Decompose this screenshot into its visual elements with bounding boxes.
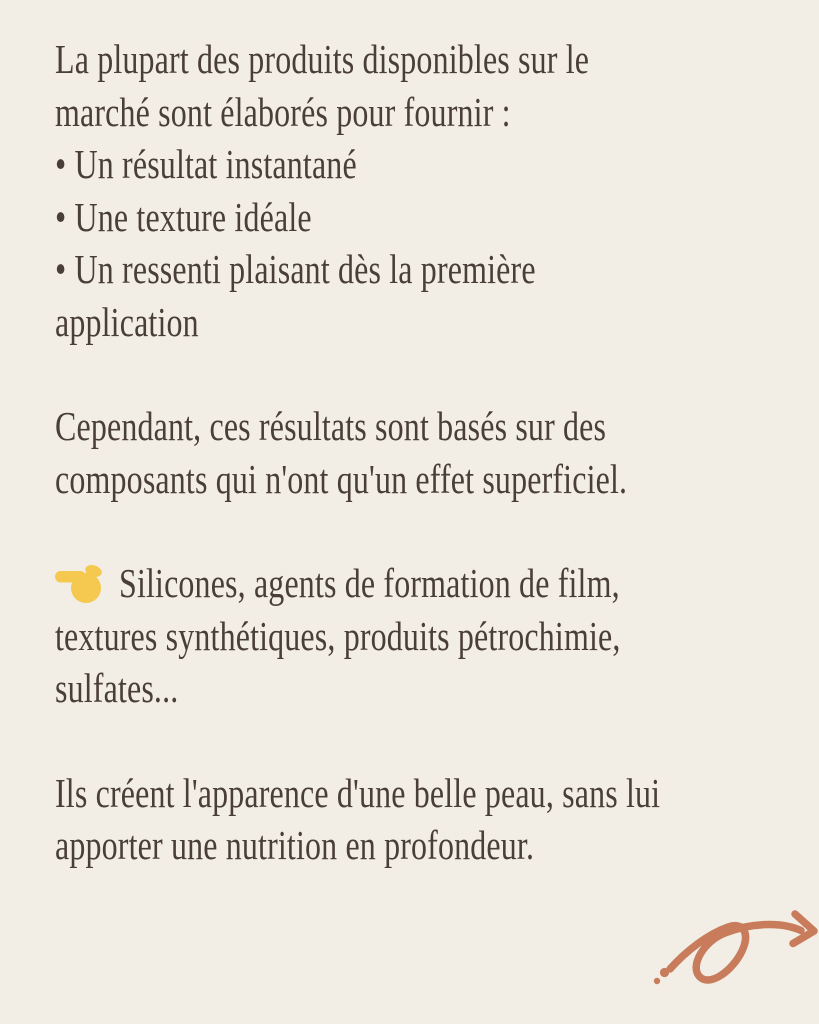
text-line [55,767,819,820]
text-line-content: apporter une nutrition en profondeur. [55,822,535,868]
bullet-line-content: • Une texture idéale [55,193,312,240]
text-line-content: sulfates... [55,665,179,711]
bullet-line-content: • Un résultat instantané [55,141,357,187]
text-line [55,453,819,506]
text-line [55,610,819,663]
text-line-content: La plupart des produits disponibles sur le [55,36,590,82]
text-block [55,33,819,872]
paragraph-however [55,400,819,505]
arrow-dot-large [660,968,669,977]
text-line-content: composants qui n'ont qu'un effet superficiel. [55,455,628,502]
text-line-content: Silicones, agents de formation de film, [119,560,620,606]
bullet-line [55,138,819,191]
text-line-with-icon [55,557,819,610]
text-line [55,33,819,86]
text-line [55,819,819,872]
text-line [55,400,819,453]
paragraph-intro [55,33,819,348]
paragraph-ingredients [55,557,819,715]
text-line [55,296,819,349]
text-line-content: Ils créent l'apparence d'une belle peau, sans lui [55,769,661,816]
text-line-content: textures synthétiques, produits pétrochimie, [55,612,621,659]
paragraph-conclusion [55,767,819,872]
text-line-content: application [55,298,199,345]
text-line-content: Cependant, ces résultats sont basés sur des [55,403,607,449]
bullet-line [55,243,819,296]
arrow-dot-small [654,978,660,984]
text-line [55,662,819,715]
text-line-content: marché sont élaborés pour fournir : [55,88,511,135]
bullet-line [55,191,819,244]
backhand-index-pointing-left-icon [55,561,105,605]
curled-arrow-icon [648,896,819,1024]
text-line [55,86,819,139]
bullet-line-content: • Un ressenti plaisant dès la première [55,246,536,292]
